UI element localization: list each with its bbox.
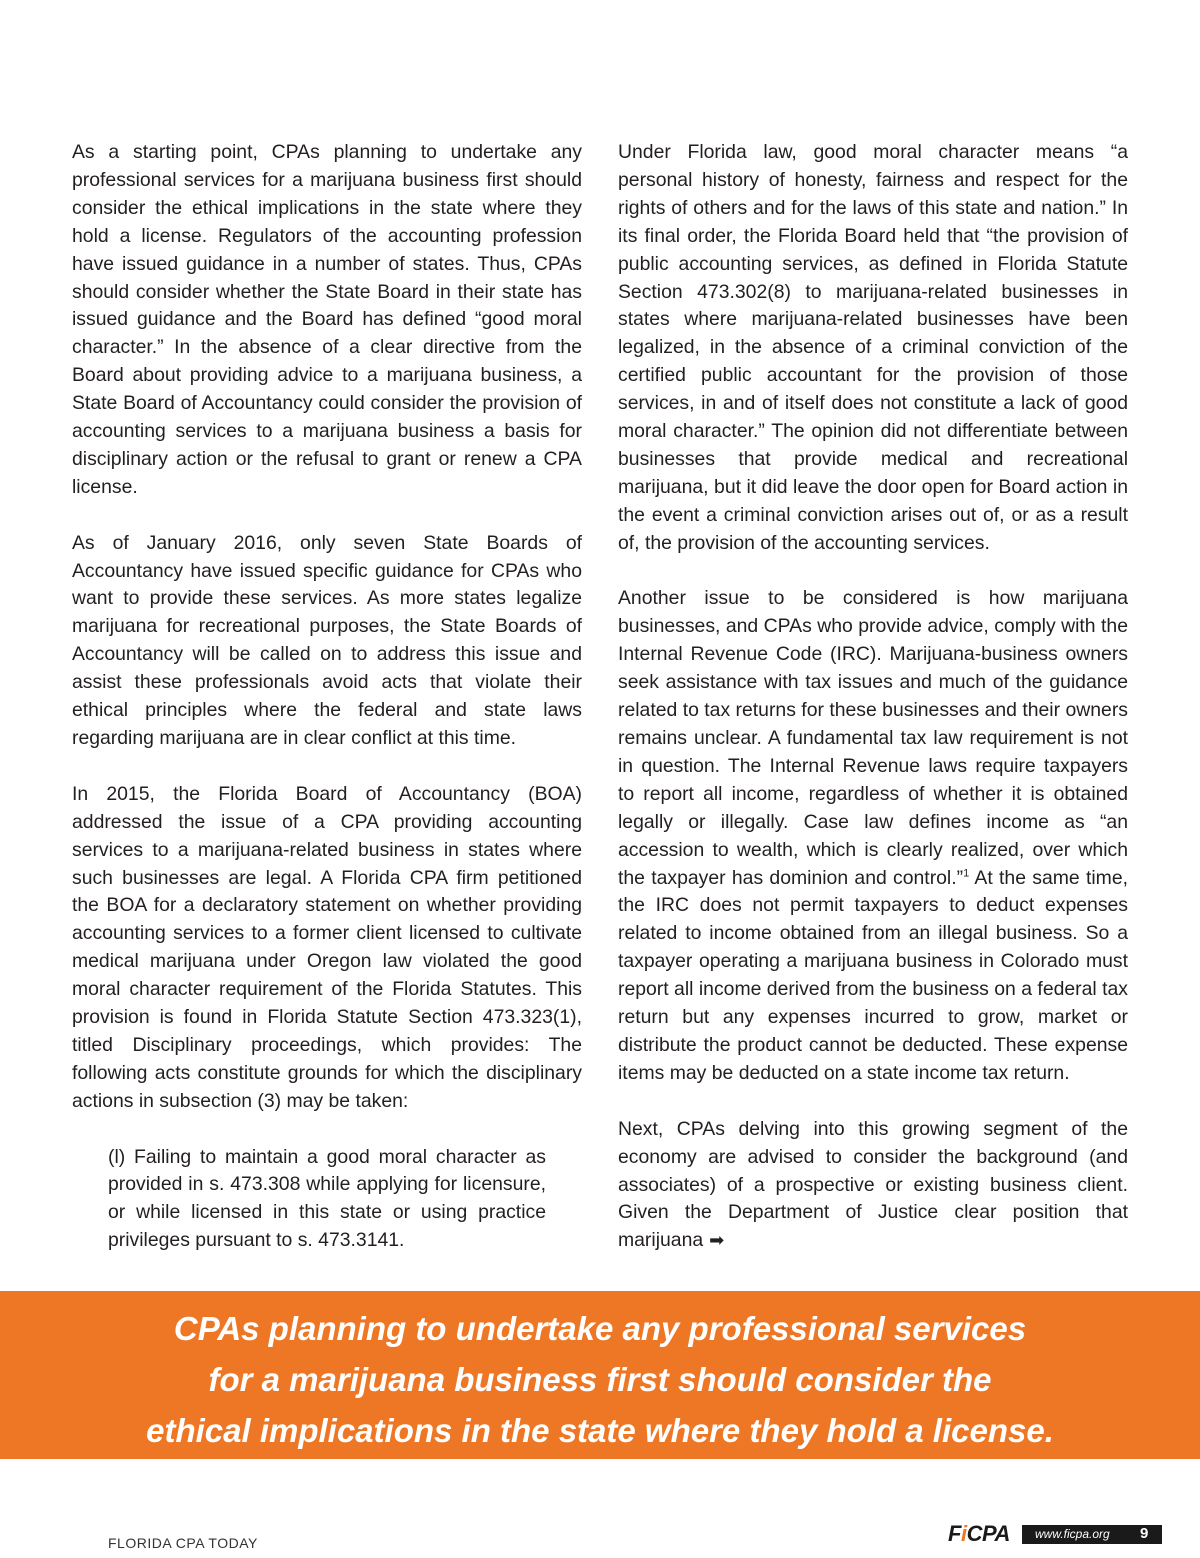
paragraph: Under Florida law, good moral character means “a personal history of honesty, fairness and respect for the rights of others and for the laws of this state and nation.” In its final order, the Florida Board held that “the provision of public accounting services, as defined in Florida Statute Section 473.302(8) to marijuana-related businesses in states where marijuana-related businesses have been legalized, in the absence of a criminal conviction of the certified public accountant for the provision of those services, in and of itself does not constitute a lack of good moral character.” The opinion did not differentiate between businesses that provide medical and recreational marijuana, but it did leave the door open for Board action in the event a criminal conviction arises out of, or as a result of, the provision of the accounting services. xyxy=(618,141,1128,554)
statute-quote: (l) Failing to maintain a good moral character as provided in s. 473.308 while applying for licensure, or while licensed in this state or using practice privileges pursuant to s. 473.3141. xyxy=(108,1145,546,1252)
paragraph: As of January 2016, only seven State Boards of Accountancy have issued specific guidance for CPAs who want to provide these services. As more states legalize marijuana for recreational purposes, the State Boards of Accountancy will be called on to address this issue and assist these professionals avoid acts that violate their ethical principles where the federal and state laws regarding marijuana are in clear conflict at this time. xyxy=(72,531,582,750)
page-number: 9 xyxy=(1140,1525,1149,1542)
paragraph xyxy=(618,1116,1128,1256)
left-column xyxy=(72,139,582,1283)
website-link[interactable]: www.ficpa.org xyxy=(1035,1527,1110,1541)
paragraph xyxy=(618,585,1128,1087)
ficpa-logo xyxy=(948,1523,1010,1545)
paragraph: As a starting point, CPAs planning to undertake any professional services for a marijuana business first should consider the ethical implications in the state where they hold a license. Regulators of the accounting profession have issued guidance in a number of states. Thus, CPAs should consider whether the State Board in their state has issued guidance and the Board has defined “good moral character.” In the absence of a clear directive from the Board about providing advice to a marijuana business, a State Board of Accountancy could consider the provision of accounting services to a marijuana business a basis for disciplinary action or the refusal to grant or renew a CPA license. xyxy=(72,141,582,498)
logo-letters: CPA xyxy=(966,1521,1010,1546)
pull-quote-line: CPAs planning to undertake any professional services xyxy=(173,1310,1027,1347)
paragraph-text: At the same time, the IRC does not permit taxpayers to deduct expenses related to income obtained from an illegal business. So a taxpayer operating a marijuana business in Colorado must report all income derived from the business on a federal tax return but any expenses incurred to grow, market or distribute the product cannot be deducted. These expense items may be deducted on a state income tax return. xyxy=(618,866,1128,1084)
footnote-marker: 1 xyxy=(963,867,970,880)
continue-arrow-icon: ➡ xyxy=(709,1230,725,1251)
paragraph-text: Next, CPAs delving into this growing segment of the economy are advised to consider the background (and associates) of a prospective or existing business client. Given the Department of Justice clear position that marijuana xyxy=(618,1117,1128,1252)
paragraph: In 2015, the Florida Board of Accountancy (BOA) addressed the issue of a CPA providing accounting services to a marijuana-related business in states where such businesses are legal. A Florida CPA firm petitioned the BOA for a declaratory statement on whether providing accounting services to a former client licensed to cultivate medical marijuana under Oregon law violated the good moral character requirement of the Florida Statutes. This provision is found in Florida Statute Section 473.323(1), titled Disciplinary proceedings, which provides: The following acts constitute grounds for which the disciplinary actions in subsection (3) may be taken: xyxy=(72,782,582,1112)
paragraph-text: Another issue to be considered is how marijuana businesses, and CPAs who provide advice, comply with the Internal Revenue Code (IRC). Marijuana-business owners seek assistance with tax issues and much of the guidance related to tax returns for these businesses and their owners remains unclear. A fundamental tax law requirement is not in question. The Internal Revenue laws require taxpayers to report all income, regardless of whether it is obtained legally or illegally. Case law defines income as “an accession to wealth, which is clearly realized, over which the taxpayer has dominion and control.” xyxy=(618,587,1128,889)
logo-letter: F xyxy=(948,1521,961,1546)
right-column xyxy=(618,139,1128,1283)
pull-quote-line: ethical implications in the state where they hold a license. xyxy=(146,1412,1054,1449)
publication-name: FLORIDA CPA TODAY xyxy=(108,1535,258,1551)
logo-accent: i xyxy=(960,1521,967,1546)
pull-quote xyxy=(0,1303,1200,1456)
pull-quote-line: for a marijuana business first should consider the xyxy=(208,1361,992,1398)
